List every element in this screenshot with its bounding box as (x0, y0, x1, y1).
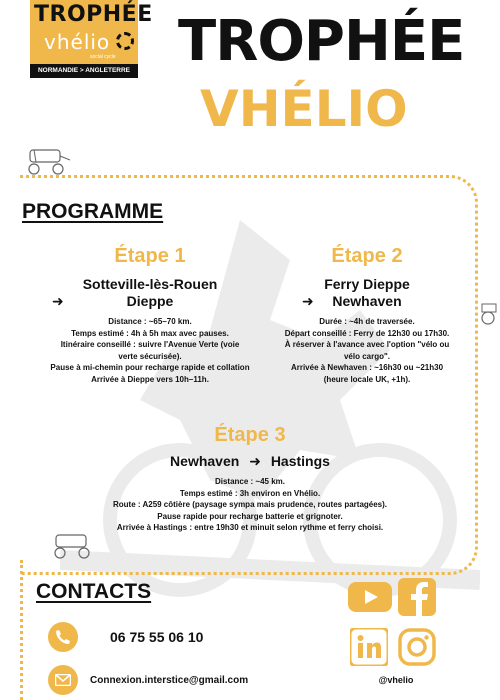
detail-line: Pause rapide pour recharge batterie et grignoter. (157, 511, 343, 521)
detail-line: Durée : ~4h de traversée. (319, 317, 415, 326)
step-label: Étape 2 (331, 245, 403, 267)
arrow-icon: ➜ (52, 293, 64, 309)
detail-line: Pause à mi-chemin pour recharge rapide et collation (50, 363, 250, 372)
page-title-line2: VHÉLIO (200, 80, 408, 138)
social-handle[interactable]: @vhelio (378, 675, 414, 685)
step-label: Étape 1 (114, 245, 186, 267)
logo-strip: NORMANDIE > ANGLETERRE (30, 64, 138, 78)
logo-vhelio-text: vhélio (44, 30, 111, 54)
email-contact[interactable] (48, 665, 248, 695)
step-2 (262, 245, 472, 385)
detail-line: À réserver à l'avance avec l'option "vélo ou (284, 340, 450, 349)
email-address[interactable]: Connexion.interstice@gmail.com (90, 674, 249, 686)
brand-logo (30, 0, 153, 80)
step-3 (60, 424, 440, 534)
instagram-icon[interactable] (398, 628, 436, 666)
phone-icon (48, 622, 78, 652)
facebook-icon[interactable] (398, 578, 436, 616)
arrow-icon: ➜ (302, 293, 314, 309)
step-1 (30, 245, 270, 385)
contacts-frame-left (20, 560, 25, 700)
detail-line: Route : A259 côtière (paysage sympa mais prudence, routes partagées). (112, 500, 388, 509)
detail-line: Arrivée à Newhaven : ~16h30 ou ~21h30 (290, 363, 444, 372)
arrow-icon: ➜ (249, 453, 261, 469)
velo-cargo-doodle-icon (478, 298, 500, 328)
step-to: Dieppe (126, 293, 174, 309)
detail-line: Temps estimé : 4h à 5h max avec pauses. (71, 328, 229, 338)
email-icon (48, 665, 78, 695)
detail-line: Distance : ~45 km. (214, 477, 286, 486)
step-from: Sotteville-lès-Rouen (82, 276, 218, 292)
step-from: Newhaven (170, 453, 240, 469)
logo-tagline: social cycle (90, 54, 116, 60)
velo-cargo-doodle-icon (22, 146, 74, 176)
step-to: Hastings (270, 453, 330, 469)
linkedin-icon[interactable] (350, 628, 388, 666)
detail-line: vélo cargo". (343, 351, 391, 361)
phone-number[interactable]: 06 75 55 06 10 (110, 629, 204, 645)
phone-contact[interactable] (48, 622, 203, 652)
contacts-heading: CONTACTS (36, 580, 152, 603)
detail-line: Itinéraire conseillé : suivre l'Avenue Verte (voie (60, 340, 240, 349)
detail-line: Arrivée à Dieppe vers 10h–11h. (91, 374, 209, 384)
detail-line: Distance : ~65–70 km. (108, 317, 192, 326)
logo-trophee-text: TROPHÉE (34, 2, 153, 27)
programme-heading: PROGRAMME (22, 200, 164, 223)
step-to: Newhaven (332, 293, 402, 309)
detail-line: verte sécurisée). (118, 351, 182, 361)
youtube-icon[interactable] (348, 580, 392, 614)
detail-line: (heure locale UK, +1h). (323, 374, 411, 384)
step-from: Ferry Dieppe (324, 276, 410, 292)
detail-line: Arrivée à Hastings : entre 19h30 et minuit selon rythme et ferry choisi. (116, 523, 384, 532)
page-title-line1: TROPHÉE (178, 9, 465, 74)
detail-line: Départ conseillé : Ferry de 12h30 ou 17h30. (284, 328, 450, 338)
step-label: Étape 3 (214, 424, 286, 446)
detail-line: Temps estimé : 3h environ en Vhélio. (179, 488, 321, 498)
gear-icon (116, 32, 134, 50)
